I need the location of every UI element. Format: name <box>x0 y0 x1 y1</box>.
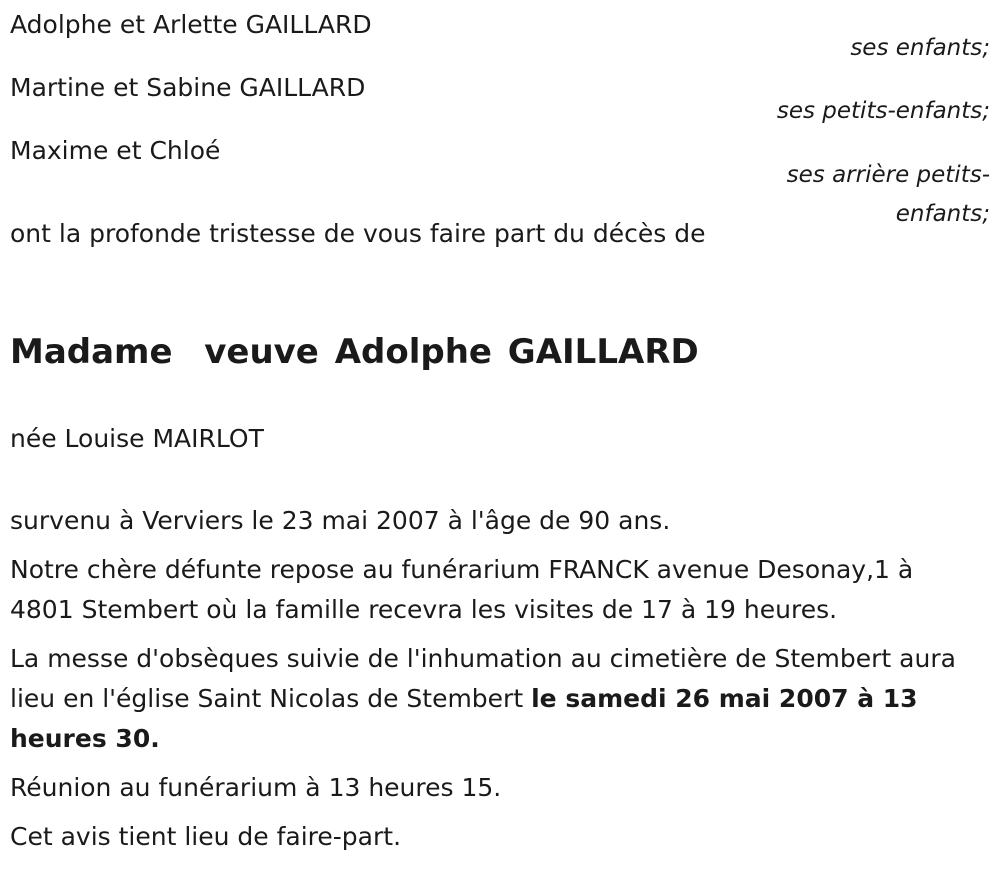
relative-names-children: Adolphe et Arlette GAILLARD <box>10 10 372 39</box>
relative-names-grandchildren: Martine et Sabine GAILLARD <box>10 73 366 102</box>
relative-names-great-grandchildren: Maxime et Chloé <box>10 136 221 165</box>
funeral-date: le samedi 26 mai 2007 à 13 heures 30. <box>10 684 918 753</box>
announcement-intro: ont la profonde tristesse de vous faire part du décès de <box>10 219 706 248</box>
relative-role-children: ses enfants; <box>850 35 990 61</box>
maiden-name: née Louise MAIRLOT <box>10 424 264 453</box>
funeral-details <box>10 639 980 759</box>
relative-role-great-grandchildren: ses arrière petits-enfants; <box>786 162 990 227</box>
notice-body <box>10 501 980 866</box>
closing-note: Cet avis tient lieu de faire-part. <box>10 822 402 851</box>
meeting-details: Réunion au funérarium à 13 heures 15. <box>10 773 502 802</box>
deceased-name-heading: Madame veuve Adolphe GAILLARD <box>10 332 699 372</box>
repose-details: Notre chère défunte repose au funérarium FRANCK avenue Desonay,1 à 4801 Stembert où la famille recevra les visites de 17 à 19 heures. <box>10 555 914 624</box>
relative-role-grandchildren: ses petits-enfants; <box>776 98 990 124</box>
funeral-text: La messe d'obsèques suivie de l'inhumation au cimetière de Stembert aura lieu en l'église Saint Nicolas de Stembert <box>10 644 956 713</box>
death-details: survenu à Verviers le 23 mai 2007 à l'âge de 90 ans. <box>10 506 671 535</box>
